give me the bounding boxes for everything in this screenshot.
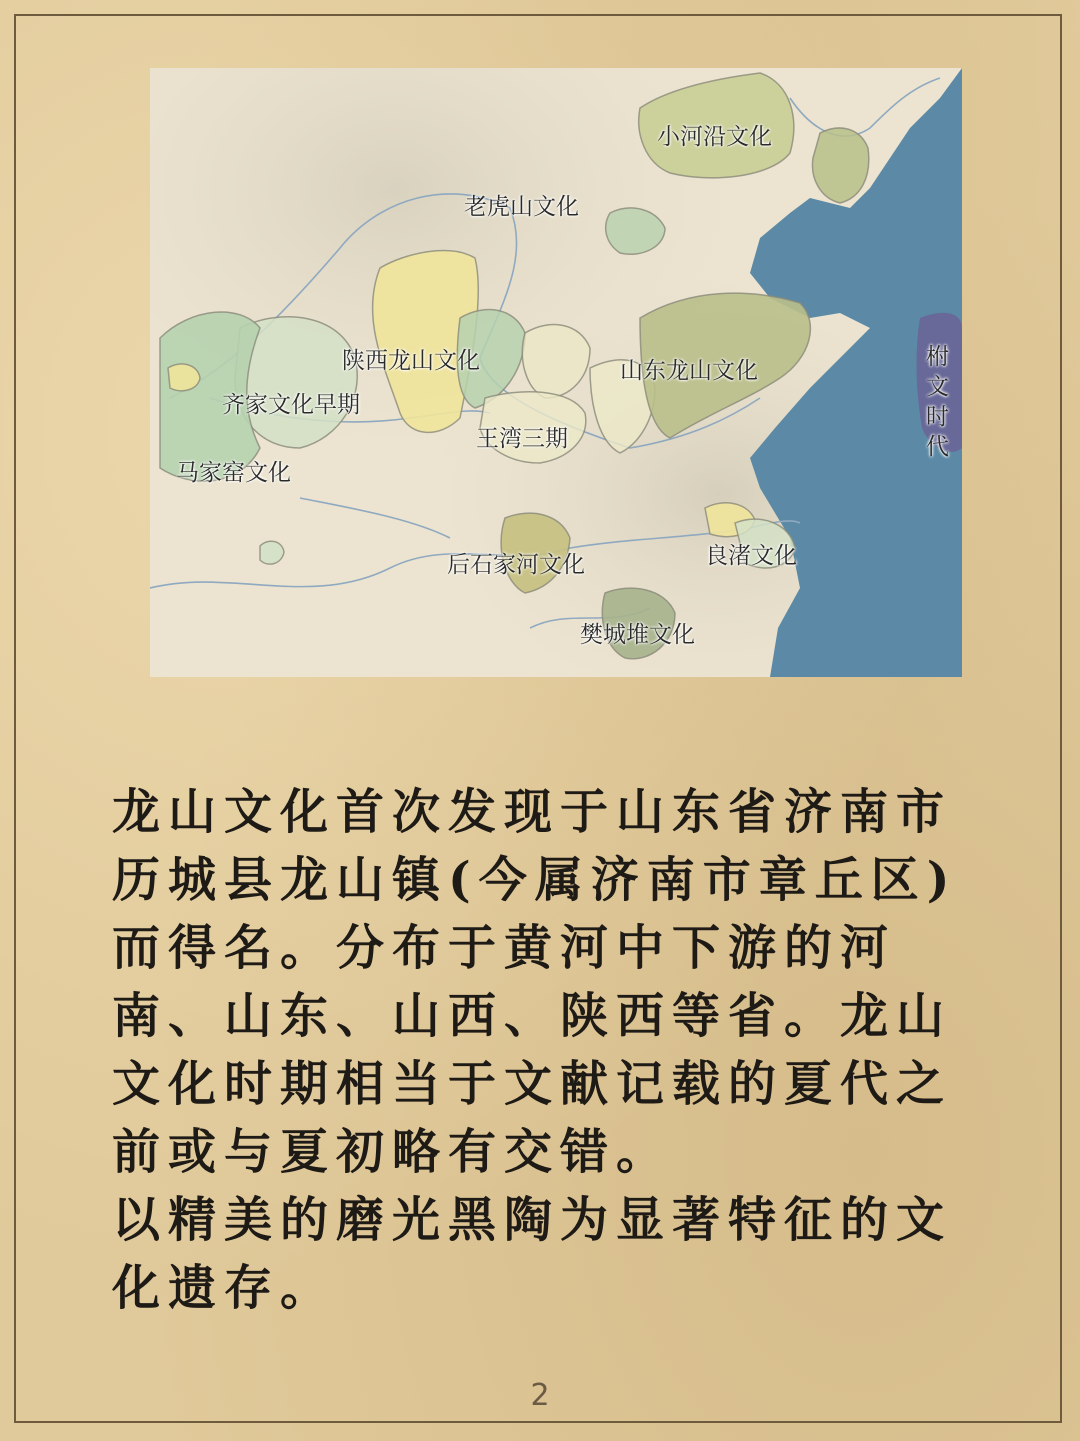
label-qijia-early: 齐家文化早期	[222, 392, 360, 418]
culture-map	[150, 68, 962, 677]
map-graphic	[150, 68, 962, 677]
paragraph-origin: 龙山文化首次发现于山东省济南市历城县龙山镇(今属济南市章丘区)而得名。分布于黄河中下游的河南、山东、山西、陕西等省。龙山文化时期相当于文献记载的夏代之前或与夏初略有交错。	[112, 784, 958, 1180]
region-small-green	[260, 541, 284, 564]
label-cut-off: 柎文时代	[926, 344, 949, 460]
label-shaanxi-longshan: 陕西龙山文化	[342, 348, 480, 374]
label-xiaoheyan: 小河沿文化	[657, 124, 772, 150]
label-shandong-longshan: 山东龙山文化	[620, 358, 758, 384]
page-number: 2	[530, 1378, 550, 1413]
label-houshijiahe: 后石家河文化	[447, 552, 585, 578]
body-text	[112, 778, 997, 1322]
label-liangzhu: 良渚文化	[705, 543, 797, 569]
paragraph-feature: 以精美的磨光黑陶为显著特征的文化遗存。	[112, 1192, 953, 1316]
label-fanchengdui: 樊城堆文化	[580, 622, 695, 648]
label-majiayao: 马家窑文化	[176, 460, 291, 486]
region-small-yellow	[168, 364, 200, 391]
label-wangwan: 王湾三期	[476, 426, 568, 452]
label-laohushan: 老虎山文化	[464, 194, 579, 220]
